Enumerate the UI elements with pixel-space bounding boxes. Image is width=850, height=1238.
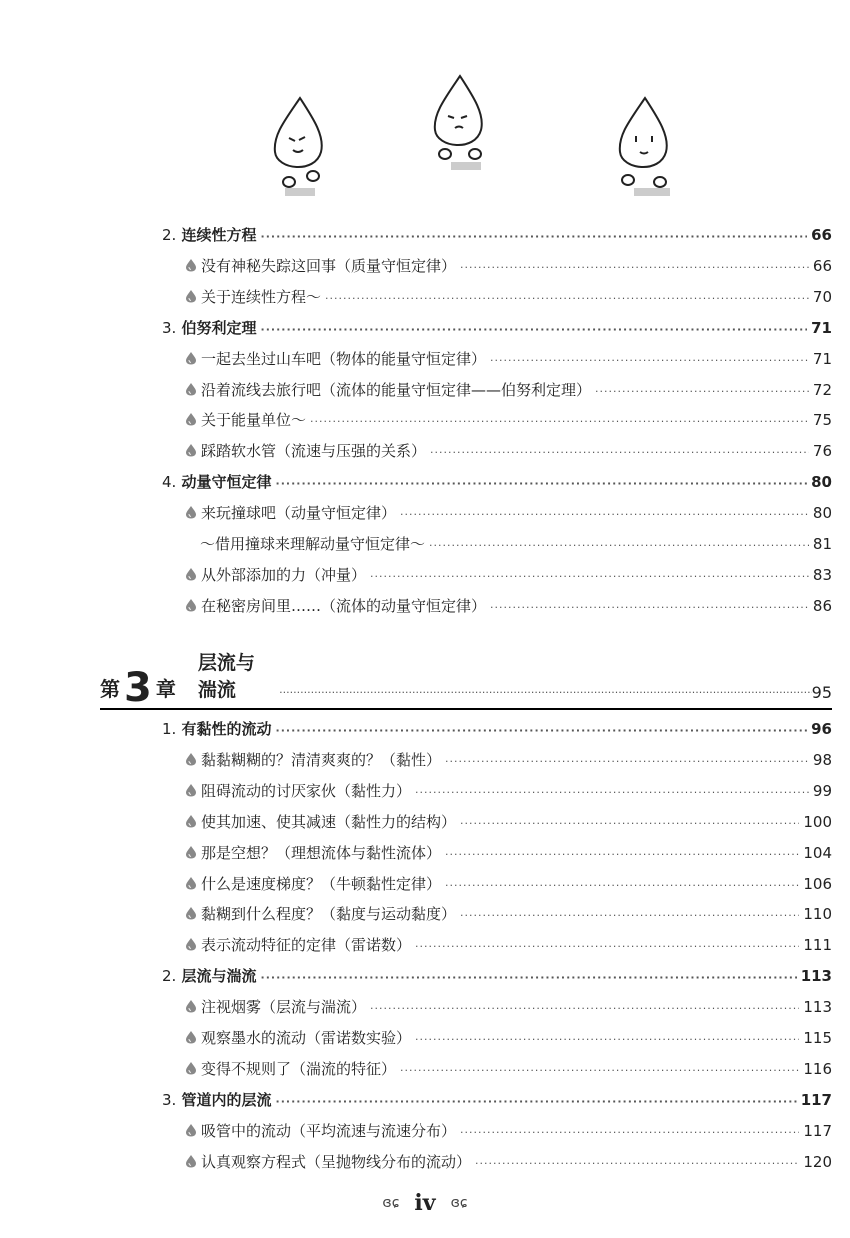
toc-section-text: 伯努利定理: [176, 318, 257, 337]
toc-item-title: [184, 807, 460, 837]
toc-page-number: 110: [803, 905, 832, 924]
toc-item-text: 从外部添加的力（冲量）: [201, 565, 367, 584]
toc-item-text: 黏黏糊糊的？清清爽爽的？（黏性）: [201, 750, 442, 769]
toc-item-row[interactable]: [184, 498, 832, 528]
chapter-suffix: 章: [155, 677, 176, 701]
water-drop-icon: [184, 999, 198, 1013]
toc-page-number: 117: [803, 1121, 832, 1140]
toc-item-text: 一起去坐过山车吧（物体的能量守恒定律）: [201, 349, 487, 368]
toc-item-text: 没有神秘失踪这回事（质量守恒定律）: [201, 256, 457, 275]
toc-page-number: 80: [811, 473, 832, 492]
toc-item-text: 表示流动特征的定律（雷诺数）: [201, 936, 412, 955]
chapter-number: 3: [124, 665, 152, 711]
toc-section-title: [162, 313, 261, 343]
toc-item-title: [184, 992, 370, 1022]
toc-section-text: 有黏性的流动: [176, 720, 272, 738]
toc-item-text: 在秘密房间里……（流体的动量守恒定律）: [201, 596, 487, 615]
toc-item-text: ～借用撞球来理解动量守恒定律～: [200, 535, 426, 553]
toc-section-title: [162, 467, 276, 497]
water-drop-icon: [184, 505, 198, 519]
toc-item-title: [200, 529, 429, 559]
toc-item-row[interactable]: [184, 591, 832, 621]
toc-item-text: 踩踏软水管（流速与压强的关系）: [201, 442, 427, 461]
toc-item-row[interactable]: [184, 1023, 832, 1053]
toc-page-number: 96: [811, 720, 832, 738]
water-drop-mascot-icon: [415, 70, 505, 190]
toc-page-number: 104: [803, 843, 832, 862]
toc-page-number: 113: [800, 967, 832, 986]
toc-page-number: 106: [803, 874, 832, 893]
toc-section-title: [162, 220, 261, 250]
dot-leader: [460, 901, 799, 931]
water-drop-icon: [184, 1154, 198, 1168]
toc-item-row[interactable]: [184, 1054, 832, 1084]
toc-item-row[interactable]: [184, 251, 832, 281]
dot-leader: [460, 253, 809, 283]
dot-leader: [445, 871, 799, 901]
water-drop-icon: [184, 1061, 198, 1075]
toc-item-title: [184, 436, 430, 466]
toc-item-text: 黏糊到什么程度？（黏度与运动黏度）: [201, 905, 457, 924]
toc-section-row[interactable]: [162, 961, 832, 991]
toc-section-row[interactable]: [162, 714, 832, 744]
toc-item-row[interactable]: [184, 405, 832, 435]
toc-item-text: 什么是速度梯度？（牛顿黏性定律）: [201, 874, 442, 893]
toc-item-text: 吸管中的流动（平均流速与流速分布）: [201, 1121, 457, 1140]
dot-leader: [370, 994, 799, 1024]
toc-section-text: 层流与湍流: [176, 967, 257, 986]
toc-page-number: 76: [812, 442, 832, 461]
ornament-left: ɞɕ: [382, 1195, 400, 1211]
toc-page-number: 71: [811, 318, 832, 337]
toc-item-text: 观察墨水的流动（雷诺数实验）: [201, 1029, 412, 1047]
toc-item-title: [184, 1116, 460, 1146]
toc-item-text: 认真观察方程式（呈抛物线分布的流动）: [201, 1152, 472, 1171]
toc-page-number: 98: [812, 750, 832, 769]
toc-item-title: [184, 344, 490, 374]
chapter-page-number: 95: [811, 683, 832, 702]
toc-section-number: 1.: [162, 720, 177, 738]
chapter-heading[interactable]: [100, 652, 832, 711]
toc-item-row[interactable]: [200, 529, 832, 559]
water-drop-icon: [184, 845, 198, 859]
toc-item-row[interactable]: [184, 282, 832, 312]
dot-leader: [261, 222, 808, 252]
toc-page-number: 66: [812, 256, 832, 275]
toc-section-row[interactable]: [162, 313, 832, 343]
toc-item-row[interactable]: [184, 375, 832, 405]
water-drop-icon: [184, 906, 198, 920]
toc-item-text: 那是空想？（理想流体与黏性流体）: [201, 843, 442, 862]
toc-page-number: 83: [812, 565, 832, 584]
toc-page-number: 117: [800, 1090, 832, 1109]
dot-leader: [415, 932, 799, 962]
toc-item-row[interactable]: [184, 807, 832, 837]
toc-item-title: [184, 405, 310, 435]
toc-section-number: 2.: [162, 226, 177, 244]
water-drop-icon: [184, 289, 198, 303]
water-drop-icon: [184, 1030, 198, 1044]
dot-leader: [370, 562, 809, 592]
dot-leader: [415, 778, 809, 808]
toc-page-number: 71: [812, 349, 832, 368]
water-drop-icon: [184, 567, 198, 581]
water-drop-icon: [184, 443, 198, 457]
water-drop-icon: [184, 412, 198, 426]
toc-item-title: [184, 899, 460, 929]
dot-leader: [276, 469, 808, 499]
toc-item-text: 变得不规则了（湍流的特征）: [201, 1059, 397, 1078]
dot-leader: [325, 284, 809, 314]
water-drop-icon: [184, 814, 198, 828]
toc-page-number: 70: [812, 287, 832, 306]
toc-item-row[interactable]: [184, 1147, 832, 1177]
page-number: iv: [414, 1190, 436, 1216]
toc-item-title: [184, 776, 415, 806]
toc-item-row[interactable]: [184, 838, 832, 868]
toc-page-number: 86: [812, 596, 832, 615]
toc-section-number: 3.: [162, 1090, 177, 1109]
toc-section-number: 2.: [162, 967, 177, 986]
toc-section-text: 管道内的层流: [176, 1090, 272, 1109]
water-drop-icon: [184, 382, 198, 396]
toc-item-text: 注视烟雾（层流与湍流）: [201, 998, 367, 1017]
toc-page-number: 113: [803, 998, 832, 1017]
page-footer: [0, 1190, 850, 1216]
toc-item-title: [184, 560, 370, 590]
toc-item-title: [184, 869, 445, 899]
toc-page-number: 81: [812, 535, 832, 553]
water-drop-icon: [184, 937, 198, 951]
toc-page-number: 75: [812, 411, 832, 430]
dot-leader: [475, 1149, 799, 1179]
toc-page-number: 66: [811, 226, 832, 244]
dot-leader: [276, 1087, 797, 1117]
water-drop-icon: [184, 876, 198, 890]
toc-section-title: [162, 714, 276, 744]
toc-item-title: [184, 745, 445, 775]
water-drop-mascot-icon: [255, 90, 345, 210]
dot-leader: [429, 531, 809, 561]
toc-item-text: 关于能量单位～: [201, 411, 307, 430]
toc-item-title: [184, 282, 325, 312]
dot-leader: [310, 407, 809, 437]
toc-item-text: 来玩撞球吧（动量守恒定律）: [201, 504, 397, 523]
dot-leader: [445, 747, 809, 777]
toc-item-title: [184, 930, 415, 960]
water-drop-icon: [184, 351, 198, 365]
chapter-prefix: 第: [100, 677, 120, 701]
water-drop-icon: [184, 1123, 198, 1137]
ornament-right: ɞɕ: [450, 1195, 468, 1211]
dot-leader: [460, 809, 799, 839]
toc-item-row[interactable]: [184, 776, 832, 806]
toc-item-text: 使其加速、使其减速（黏性力的结构）: [201, 812, 457, 831]
water-drop-mascot-icon: [600, 90, 690, 210]
dot-leader: [276, 716, 808, 746]
toc-page-number: 72: [812, 380, 832, 399]
water-drop-icon: [184, 258, 198, 272]
toc-section-number: 3.: [162, 318, 177, 337]
toc-section-text: 动量守恒定律: [176, 473, 272, 492]
toc-item-title: [184, 251, 460, 281]
dot-leader: [490, 346, 809, 376]
toc-item-title: [184, 375, 595, 405]
toc-item-text: 关于连续性方程～: [201, 287, 322, 306]
dot-leader: [415, 1025, 799, 1055]
dot-leader: [400, 500, 809, 530]
toc-section-row[interactable]: [162, 220, 832, 250]
dot-leader: [261, 315, 808, 345]
toc-item-row[interactable]: [184, 560, 832, 590]
toc-page-number: 115: [803, 1029, 832, 1047]
toc-item-title: [184, 838, 445, 868]
toc-item-text: 沿着流线去旅行吧（流体的能量守恒定律——伯努利定理）: [201, 380, 592, 399]
dot-leader: [400, 1056, 799, 1086]
toc-item-row[interactable]: [184, 1116, 832, 1146]
toc-section-title: [162, 1085, 276, 1115]
toc-item-row[interactable]: [184, 899, 832, 929]
dot-leader: [460, 1118, 799, 1148]
toc-item-row[interactable]: [184, 930, 832, 960]
dot-leader: [261, 963, 797, 993]
toc-item-row[interactable]: [184, 344, 832, 374]
toc-page-number: 116: [803, 1059, 832, 1078]
toc-section-row[interactable]: [162, 467, 832, 497]
toc-item-text: 阻碍流动的讨厌家伙（黏性力）: [201, 781, 412, 800]
toc-item-title: [184, 591, 490, 621]
toc-section-row[interactable]: [162, 1085, 832, 1115]
dot-leader: [595, 377, 809, 407]
toc-item-row[interactable]: [184, 436, 832, 466]
toc-item-title: [184, 1147, 475, 1177]
toc-page-number: 99: [812, 781, 832, 800]
toc-item-row[interactable]: [184, 745, 832, 775]
mascot-illustrations: [0, 70, 850, 200]
toc-page-number: 111: [803, 936, 832, 955]
toc-page-number: 120: [803, 1152, 832, 1171]
toc-item-row[interactable]: [184, 869, 832, 899]
dot-leader: [490, 593, 809, 623]
dot-leader: [445, 840, 799, 870]
dot-leader: [430, 438, 809, 468]
toc-section-title: [162, 961, 261, 991]
dot-leader: [271, 686, 812, 708]
water-drop-icon: [184, 783, 198, 797]
toc-item-title: [184, 1054, 400, 1084]
toc-page-number: 80: [812, 504, 832, 523]
toc-item-title: [184, 498, 400, 528]
toc-item-row[interactable]: [184, 992, 832, 1022]
chapter-title: 层流与湍流: [197, 652, 255, 701]
toc-item-title: [184, 1023, 415, 1053]
water-drop-icon: [184, 598, 198, 612]
toc-section-number: 4.: [162, 473, 177, 492]
toc-section-text: 连续性方程: [176, 226, 257, 244]
toc-page-number: 100: [803, 812, 832, 831]
water-drop-icon: [184, 752, 198, 766]
